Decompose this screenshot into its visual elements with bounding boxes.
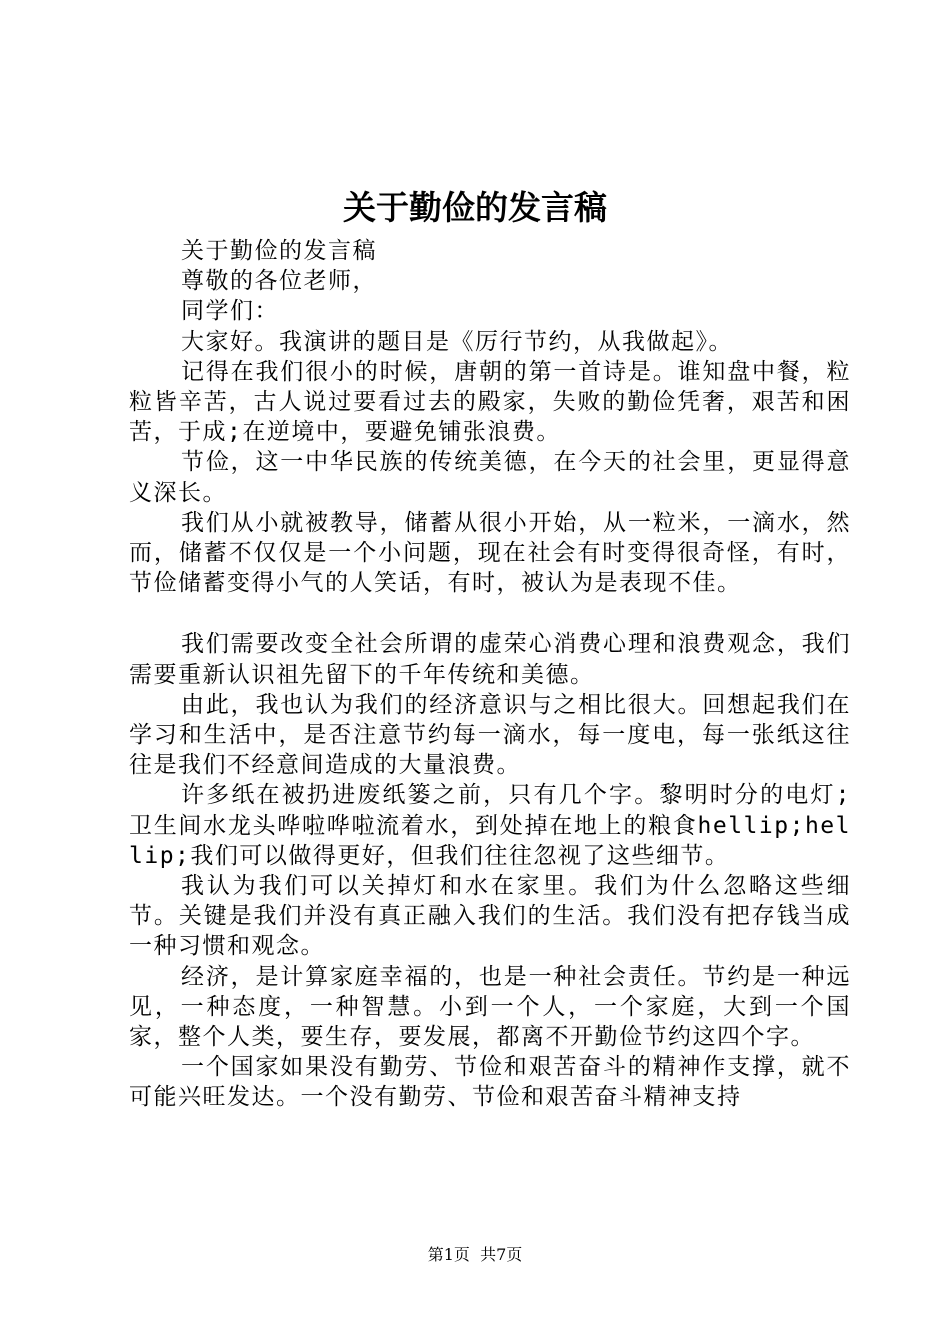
paragraph: 我们从小就被教导，储蓄从很小开始，从一粒米，一滴水，然而，储蓄不仅仅是一个小问题，现在社会有时变得很奇怪，有时，节俭储蓄变得小气的人笑话，有时，被认为是表现不佳。 xyxy=(129,509,851,597)
document-body xyxy=(129,236,851,1113)
paragraph: 尊敬的各位老师， xyxy=(181,268,377,295)
page-footer xyxy=(0,1243,950,1267)
page-number: 第1页 共7页 xyxy=(427,1245,523,1264)
paragraph: 我们需要改变全社会所谓的虚荣心消费心理和浪费观念，我们需要重新认识祖先留下的千年传统和美德。 xyxy=(129,631,851,688)
paragraph: 记得在我们很小的时候，唐朝的第一首诗是。谁知盘中餐，粒粒皆辛苦，古人说过要看过去的殿家，失败的勤俭凭奢，艰苦和困苦，于成;在逆境中，要避免铺张浪费。 xyxy=(129,358,851,446)
paragraph: 大家好。我演讲的题目是《厉行节约，从我做起》。 xyxy=(181,328,733,355)
paragraph: 许多纸在被扔进废纸篓之前，只有几个字。黎明时分的电灯;卫生间水龙头哗啦哗啦流着水，到处掉在地上的粮食hellip;hellip;我们可以做得更好，但我们往往忽视了这些细节。 xyxy=(129,782,851,869)
paragraph: 经济，是计算家庭幸福的，也是一种社会责任。节约是一种远见，一种态度，一种智慧。小到一个人，一个家庭，大到一个国家，整个人类，要生存，要发展，都离不开勤俭节约这四个字。 xyxy=(129,963,851,1051)
paragraph: 由此，我也认为我们的经济意识与之相比很大。回想起我们在学习和生活中，是否注意节约每一滴水，每一度电，每一张纸这往往是我们不经意间造成的大量浪费。 xyxy=(129,691,851,779)
paragraph: 关于勤俭的发言稿 xyxy=(181,238,377,264)
paragraph: 一个国家如果没有勤劳、节俭和艰苦奋斗的精神作支撑，就不可能兴旺发达。一个没有勤劳、节俭和艰苦奋斗精神支持 xyxy=(129,1054,851,1111)
paragraph: 我认为我们可以关掉灯和水在家里。我们为什么忽略这些细节。关键是我们并没有真正融入我们的生活。我们没有把存钱当成一种习惯和观念。 xyxy=(129,873,851,960)
paragraph: 节俭，这一中华民族的传统美德，在今天的社会里，更显得意义深长。 xyxy=(129,449,851,506)
document-title: 关于勤俭的发言稿 xyxy=(343,188,607,227)
paragraph: 同学们： xyxy=(181,298,279,325)
